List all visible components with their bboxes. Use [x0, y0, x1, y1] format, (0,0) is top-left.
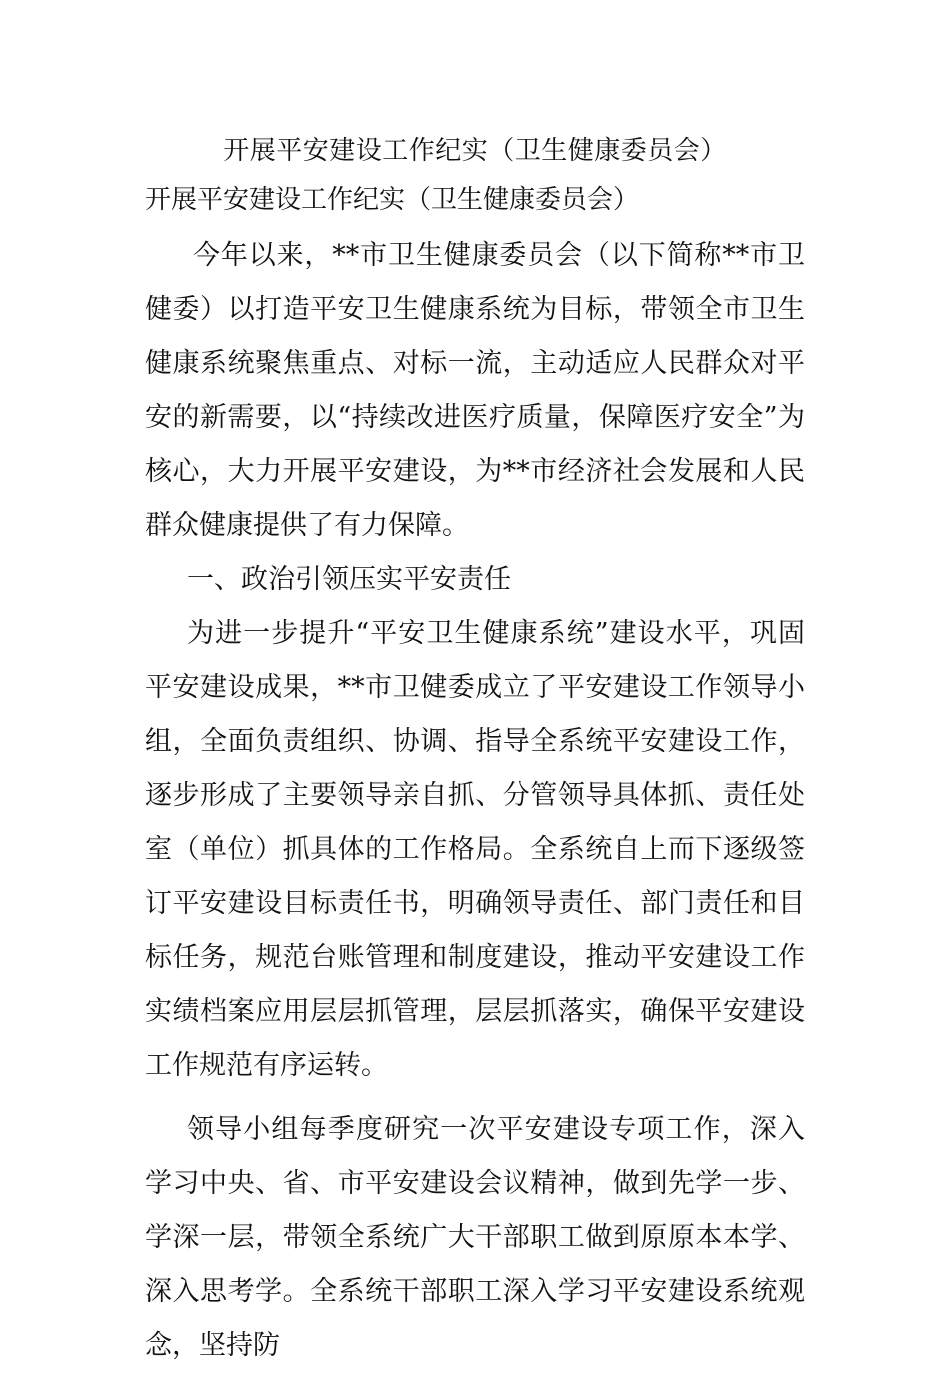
paragraph-section-2: 领导小组每季度研究一次平安建设专项工作，深入学习中央、省、市平安建设会议精神，做到先学一步、学深一层，带领全系统广大干部职工做到原原本本学、深入思考学。全系统干部职工深入学习平安建设系统观念，坚持防 — [145, 1114, 805, 1361]
section-heading: 一、政治引领压实平安责任 — [187, 564, 511, 595]
document-subtitle: 开展平安建设工作纪实（卫生健康委员会） — [145, 185, 640, 215]
document-body — [145, 229, 805, 1373]
paragraph-section-1: 为进一步提升“平安卫生健康系统”建设水平，巩固平安建设成果，**市卫健委成立了平安建设工作领导小组，全面负责组织、协调、指导全系统平安建设工作，逐步形成了主要领导亲自抓、分管领导具体抓、责任处室（单位）抓具体的工作格局。全系统自上而下逐级签订平安建设目标责任书，明确领导责任、部门责任和目标任务，规范台账管理和制度建设，推动平安建设工作实绩档案应用层层抓管理，层层抓落实，确保平安建设工作规范有序运转。 — [145, 618, 805, 1081]
paragraph-intro: 今年以来，**市卫生健康委员会（以下简称**市卫健委）以打造平安卫生健康系统为目标，带领全市卫生健康系统聚焦重点、对标一流，主动适应人民群众对平安的新需要，以“持续改进医疗质量，保障医疗安全”为核心，大力开展平安建设，为**市经济社会发展和人民群众健康提供了有力保障。 — [145, 240, 805, 541]
document-title: 开展平安建设工作纪实（卫生健康委员会） — [223, 136, 727, 166]
